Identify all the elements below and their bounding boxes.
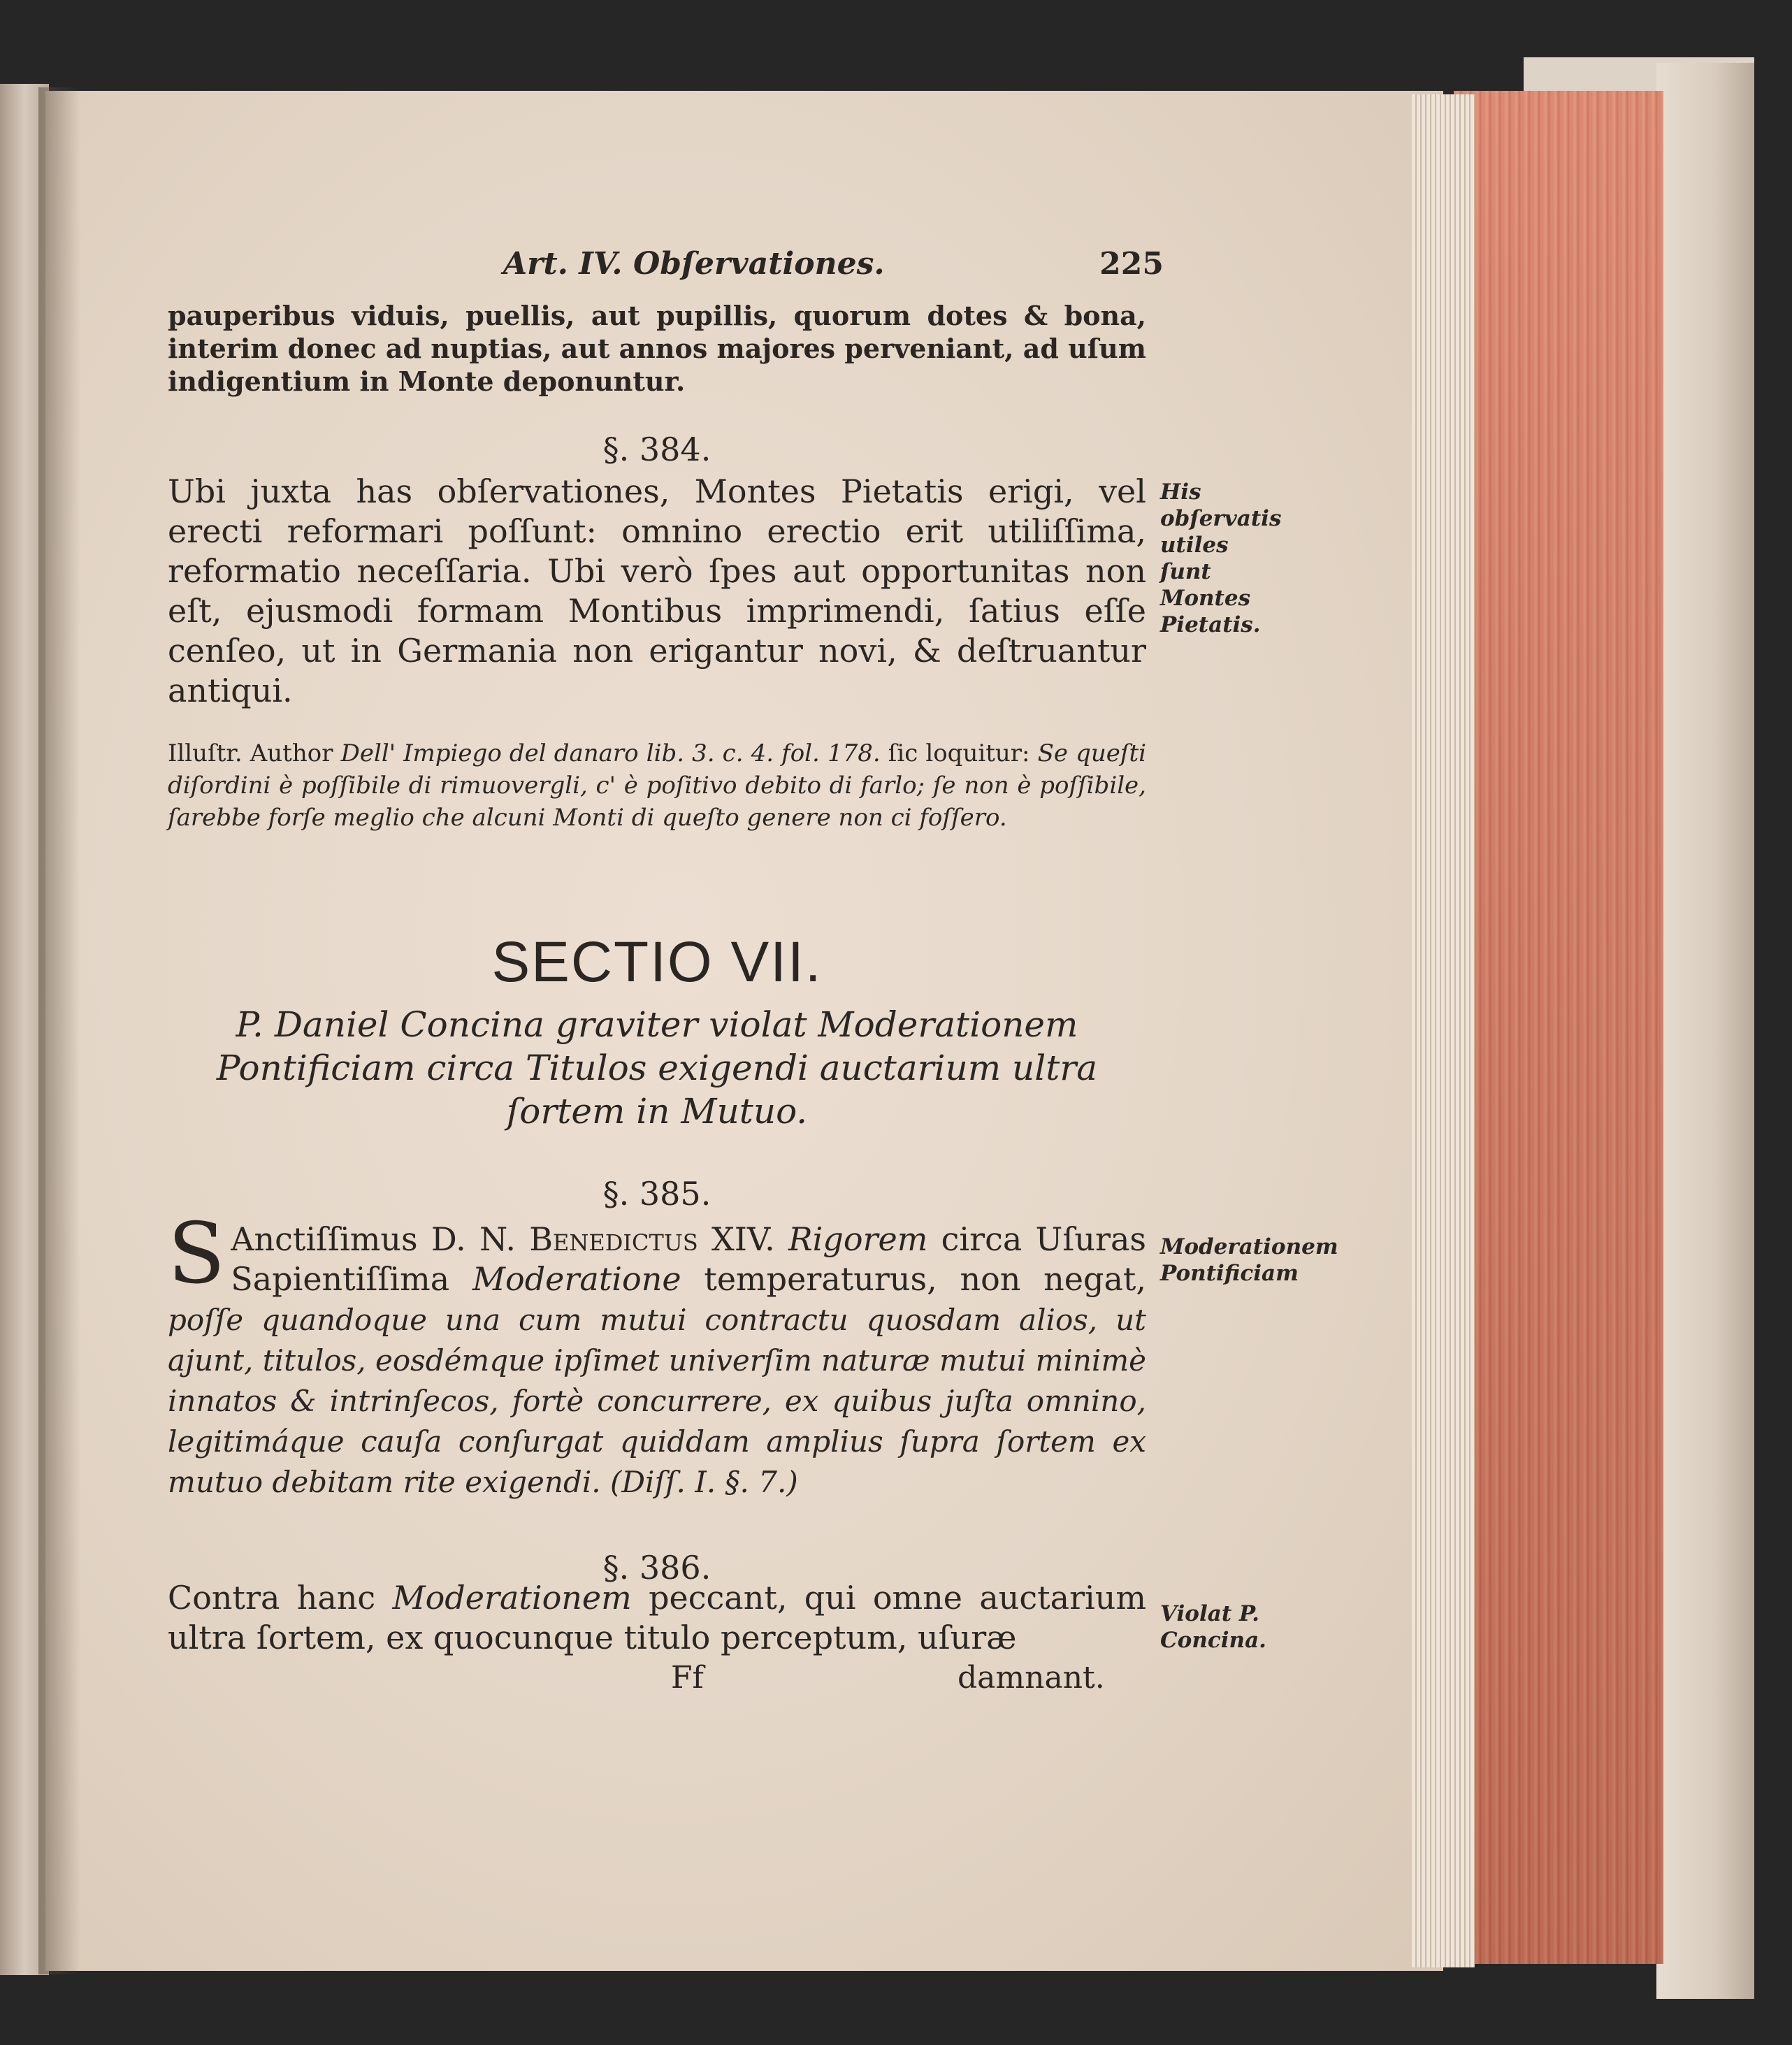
footnote-mid: ſic loquitur: xyxy=(888,739,1030,767)
para386-text-c: peccant, qui omne auctarium ultra ſortem, ex quocunque titulo perceptum, uſuræ xyxy=(168,1579,1147,1656)
cover-edge xyxy=(1656,63,1754,1999)
red-edge-shading xyxy=(1454,91,1663,1964)
running-title: Art. IV. Obſervationes. xyxy=(503,246,885,282)
gutter-shadow xyxy=(38,87,80,1974)
margin-note-386: Violat P. Concina. xyxy=(1160,1601,1266,1653)
footnote xyxy=(168,737,1146,834)
para385-text-c: Rigorem xyxy=(788,1220,928,1258)
page-number: 225 xyxy=(1099,246,1164,282)
para385-text-d: circa Uſuras Sapientiſſima xyxy=(231,1220,1146,1298)
para385-text-a: Anctiſſimus D. N. xyxy=(231,1220,516,1258)
paragraph-385 xyxy=(168,1206,1146,1502)
catchword: damnant. xyxy=(958,1660,1105,1696)
section-marker-386: §. 386. xyxy=(602,1549,711,1587)
margin-note-385: Moderationem Pontificiam xyxy=(1160,1234,1338,1286)
para386-text-b: Moderationem xyxy=(392,1579,632,1617)
section-marker-385: §. 385. xyxy=(602,1175,711,1213)
dropcap: S xyxy=(168,1206,226,1303)
footnote-quote: Se queſti diſordini è poſſibile di rimuovergli, c' è poſitivo debito di farlo; ſe non è poſſibile, ſarebbe forſe meglio che alcuni Monti di queſto genere non ci foſſero. xyxy=(168,739,1146,832)
opening-paragraph: pauperibus viduis, puellis, aut pupillis, quorum dotes & bona, interim donec ad nuptias, aut annos majores perveniant, ad uſum indigentium in Monte deponuntur. xyxy=(168,300,1146,397)
section-heading: SECTIO VII. xyxy=(491,930,823,994)
paragraph-386 xyxy=(168,1578,1146,1658)
signature-mark: Ff xyxy=(671,1660,704,1696)
page-leaf-edges xyxy=(1412,94,1475,1967)
para385-text-e: Moderatione xyxy=(472,1260,681,1298)
para385-text-b: XIV. xyxy=(711,1220,775,1258)
para385-text-f: temperaturus, non negat, xyxy=(704,1260,1146,1298)
para386-text-a: Contra hanc xyxy=(168,1579,376,1617)
footnote-reference: Dell' Impiego del danaro lib. 3. c. 4. fol. 178. xyxy=(340,739,881,767)
para385-quote: poſſe quandoque una cum mutui contractu quosdam alios, ut ajunt, titulos, eosdémque ipſimet univerſim naturæ mutui minimè innatos & intrinſecos, fortè concurrere, ex quibus juſta omnino, legitimáque cauſa conſurgat quiddam amplius ſupra ſortem ex mutuo debitam rite exigendi. (Diſſ. I. §. 7.) xyxy=(168,1303,1146,1499)
section-marker-384: §. 384. xyxy=(602,431,711,468)
margin-note-384: His obſervatis utiles ſunt Montes Pietatis. xyxy=(1160,479,1282,637)
paragraph-384: Ubi juxta has obſervationes, Montes Pietatis erigi, vel erecti reformari poſſunt: omnino erectio erit utiliſſima, reformatio neceſſaria. Ubi verò ſpes aut opportunitas non eſt, ejusmodi formam Montibus imprimendi, ſatius eſſe cenſeo, ut in Germania non erigantur novi, & deſtruantur antiqui. xyxy=(168,472,1146,709)
section-subtitle: P. Daniel Concina graviter violat Moderationem Pontificiam circa Titulos exigendi auctarium ultra ſortem in Mutuo. xyxy=(216,1004,1098,1132)
footnote-lead: Illuſtr. Author xyxy=(168,739,333,767)
running-head xyxy=(238,246,1164,302)
para385-name: Benedictus xyxy=(529,1220,698,1258)
